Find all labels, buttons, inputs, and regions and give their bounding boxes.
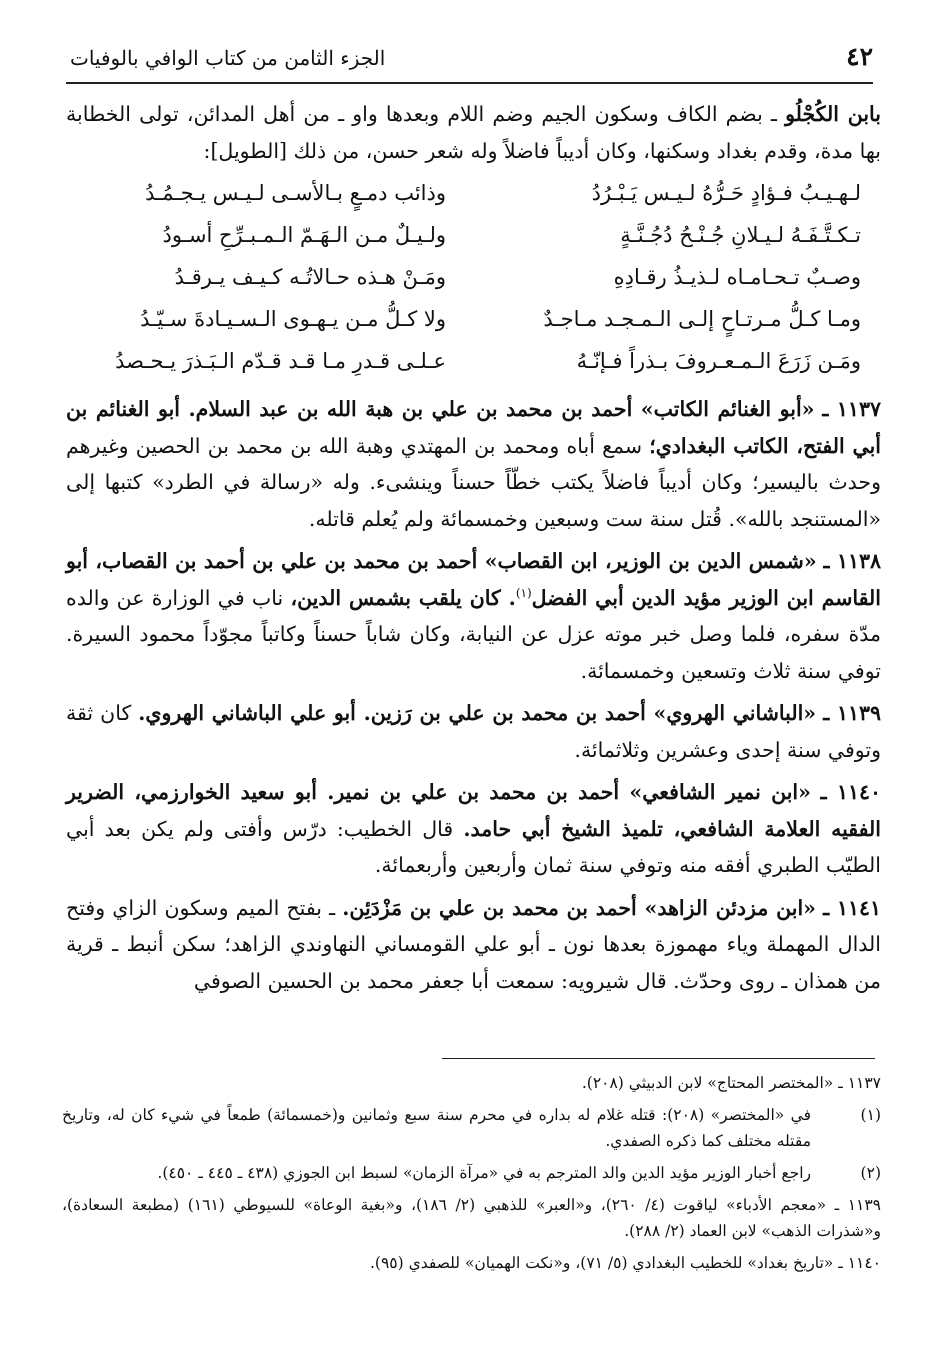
page-number: ٤٢: [846, 42, 873, 71]
verse-first-hemistich: ومَـن زَرَعَ الـمـعـروفَ بـذراً فـإنّـهُ: [576, 349, 861, 373]
footnote-mark: (٢): [860, 1164, 881, 1182]
verse-second-hemistich: ومَـنْ هـذه حـالاتُـه كـيـف يـرقـدُ: [174, 265, 446, 289]
entry-number: ١١٤٠ ـ: [820, 780, 881, 804]
verse-first-hemistich: ومـا كـلُّ مـرتـاحٍ إلـى الـمـجـد مـاجـدٌ: [543, 307, 861, 331]
running-header: [70, 38, 873, 76]
intro-paragraph: [66, 96, 881, 169]
footnote-text: ١١٣٧ ـ «المختصر المحتاج» لابن الدبيثي (٢٠٨).: [581, 1074, 881, 1092]
entry-number: ١١٣٨ ـ: [823, 549, 881, 573]
running-title: الجزء الثامن من كتاب الوافي بالوفيات: [70, 46, 386, 70]
footnote-rule: [442, 1058, 875, 1059]
entry-heading-continued: . كان يلقب بشمس الدين،: [290, 585, 516, 610]
footnote: [62, 1070, 881, 1096]
main-text: [66, 96, 881, 1005]
header-rule: [66, 82, 873, 84]
entry-number: ١١٣٧ ـ: [822, 397, 881, 421]
entry-heading: «شمس الدين بن الوزير، ابن القصاب» أحمد بن محمد بن علي بن أحمد بن القصاب، أبو القاسم ابن الوزير مؤيد الدين أبي الفضل: [66, 549, 881, 610]
entry-text: ناب في الوزارة عن والده مدّة سفره، فلما وصل خبر موته عزل عن النيابة، وكان شاباً حسناً وكاتباً مجوّداً محمود السيرة. توفي سنة ثلاث وتسعين وخمسمائة.: [66, 585, 881, 683]
intro-text: ـ بضم الكاف وسكون الجيم وضم اللام وبعدها واو ـ من أهل المدائن، تولى الخطابة بها مدة، وقدم بغداد وسكنها، وكان أديباً فاضلاً وله شعر حسن، من ذلك [الطويل]:: [66, 102, 881, 163]
entry-1141: [66, 890, 881, 1000]
footnote-text: ١١٣٩ ـ «معجم الأدباء» لياقوت (٤/ ٢٦٠)، و«العبر» للذهبي (٢/ ١٨٦)، و«بغية الوعاة» للسيوطي (١٦١) (مطبعة السعادة)، و«شذرات الذهب» لابن العماد (٢/ ٢٨٨).: [62, 1196, 882, 1240]
poem: [66, 175, 881, 385]
footnote-mark: (١): [860, 1106, 881, 1124]
entry-number: ١١٤١ ـ: [823, 895, 881, 920]
footnotes: [62, 1070, 881, 1282]
entry-heading: «ابن مزدئن الزاهد» أحمد بن محمد بن علي بن مَزْدَئِن.: [342, 895, 816, 920]
verse-line: [66, 343, 881, 385]
entry-text: قال الخطيب: درّس وأفتى ولم يكن بعد أبي الطيّب الطبري أفقه منه وتوفي سنة ثمان وأربعين وأربعمائة.: [66, 816, 881, 877]
footnote-text: في «المختصر» (٢٠٨): قتله غلام له بداره في محرم سنة سبع وثمانين و(خمسمائة) طمعاً في شيء كان له، وتاريخ مقتله مختلف كما ذكره الصفدي.: [62, 1106, 811, 1150]
verse-line: [66, 301, 881, 343]
entry-heading: «أبو الغنائم الكاتب» أحمد بن محمد بن علي بن هبة الله بن عبد السلام. أبو الغنائم بن أبي الفتح، الكاتب البغدادي؛: [66, 397, 881, 458]
entry-number: ١١٣٩ ـ: [823, 701, 881, 725]
verse-second-hemistich: ولـيـلٌ مـن الـهَـمّ الـمـبـرِّحِ أسـودُ: [162, 223, 446, 247]
footnote-text: ١١٤٠ ـ «تاريخ بغداد» للخطيب البغدادي (٥/ ٧١)، و«نكت الهميان» للصفدي (٩٥).: [370, 1254, 881, 1272]
verse-line: [66, 175, 881, 217]
entry-text: ـ بفتح الميم وسكون الزاي وفتح الدال المهملة وياء مهموزة بعدها نون ـ أبو علي القومساني النهاوندي الزاهد؛ سكن أنبط ـ قرية من همذان ـ روى وحدّث. قال شيرويه: سمعت أبا جعفر محمد بن الحسين الصوفي: [66, 895, 881, 993]
verse-first-hemistich: تـكـتَّـفَـهُ لـيـلانِ جُـنْـحُ دُجُـنَّـةٍ: [620, 223, 861, 247]
intro-name: بابن الكُجْلُو: [785, 102, 881, 126]
entry-1138: [66, 543, 881, 689]
entry-heading: «ابن نمير الشافعي» أحمد بن محمد بن علي بن نمير. أبو سعيد الخوارزمي، الضرير الفقيه العلامة الشافعي، تلميذ الشيخ أبي حامد.: [66, 780, 881, 841]
verse-line: [66, 217, 881, 259]
footnote: [62, 1192, 881, 1244]
entry-text: سمع أباه ومحمد بن المهتدي وهبة الله بن محمد بن الحصين وغيرهم وحدث باليسير؛ وكان أديباً فاضلاً يكتب خطّاً حسناً وينشىء. وله «رسالة في الطرد» كتبها إلى «المستنجد بالله». قُتل سنة ست وسبعين وخمسمائة ولم يُعلم قاتله.: [66, 433, 881, 531]
footnote: [62, 1250, 881, 1276]
verse-line: [66, 259, 881, 301]
verse-second-hemistich: وذائب دمـعٍ بـالأسـى لـيـس يـجـمُـدُ: [145, 181, 446, 205]
entry-heading: «الباشاني الهروي» أحمد بن محمد بن علي بن رَزين. أبو علي الباشاني الهروي.: [138, 701, 817, 725]
footnote: [62, 1160, 881, 1186]
footnote-reference: (١): [515, 585, 532, 600]
entry-text: كان ثقة وتوفي سنة إحدى وعشرين وثلاثمائة.: [66, 701, 881, 762]
verse-first-hemistich: لـهـيـبُ فـؤادٍ حَـرُّهُ لـيـس يَـبْـرُدُ: [591, 181, 861, 205]
entry-1139: [66, 695, 881, 768]
verse-second-hemistich: عـلـى قـدرِ مـا قـد قـدّم الـبَـذرَ يـحـصدُ: [115, 349, 446, 373]
entry-1137: [66, 391, 881, 537]
footnote: [62, 1102, 881, 1154]
verse-second-hemistich: ولا كـلُّ مـن يـهـوى الـسـيـادةَ سـيّـدُ: [140, 307, 446, 331]
verse-first-hemistich: وصـبٌ تـحـامـاه لـذيـذُ رقـادِهِ: [613, 265, 861, 289]
entry-1140: [66, 774, 881, 884]
footnote-text: راجع أخبار الوزير مؤيد الدين والد المترجم به في «مرآة الزمان» لسبط ابن الجوزي (٤٣٨ ـ ٤٤٥ ـ ٤٥٠).: [157, 1164, 811, 1182]
